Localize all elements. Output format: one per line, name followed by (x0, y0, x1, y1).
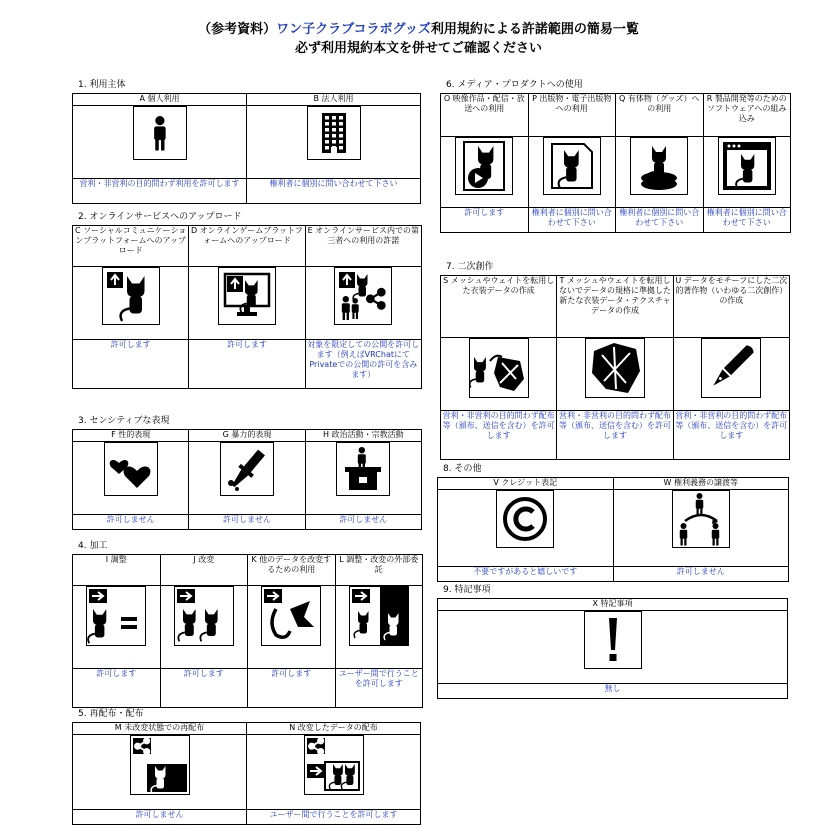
item-label: R 製品開発等のためのソフトウェアへの組み込み (703, 94, 791, 137)
license-table (440, 275, 790, 460)
license-table (440, 93, 791, 233)
page-title (0, 18, 837, 37)
item-icon-cell (438, 611, 788, 684)
header-row (441, 94, 791, 137)
icon-row (73, 735, 421, 810)
item-icon-cell (73, 735, 247, 810)
item-icon-cell (73, 267, 189, 340)
icon-row (73, 586, 423, 669)
item-label: V クレジット表記 (438, 478, 614, 490)
item-label: K 他のデータを改変するための利用 (248, 555, 336, 586)
item-icon-cell (703, 137, 791, 208)
item-permission-note: 営利・非営利の目的問わず配布等（頒布、送信を含む）を許可します (441, 411, 557, 460)
item-icon-cell (557, 338, 673, 411)
item-icon-cell (528, 137, 616, 208)
section-2 (72, 212, 422, 389)
item-label: F 性的表現 (73, 430, 189, 442)
item-permission-note: 営利・非営利の目的問わず配布等（頒布、送信を含む）を許可します (673, 411, 789, 460)
item-permission-note: 許可します (73, 340, 189, 389)
adjust-equals-icon (86, 586, 146, 646)
item-permission-note: 許可しません (189, 515, 305, 530)
item-permission-note: 権利者に個別に問い合わせて下さい (703, 208, 791, 233)
item-icon-cell (73, 106, 247, 179)
hearts-icon (104, 442, 158, 496)
item-permission-note: 許可しません (73, 515, 189, 530)
item-label: W 権利義務の譲渡等 (613, 478, 789, 490)
license-table (72, 429, 422, 530)
header-row (73, 430, 422, 442)
item-label: C ソーシャルコミュニケーションプラットフォームへのアップロード (73, 226, 189, 267)
item-permission-note: 営利・非営利の目的問わず利用を許可します (73, 179, 247, 204)
item-icon-cell (189, 442, 305, 515)
software-window-icon (718, 137, 776, 195)
item-permission-note: 権利者に個別に問い合わせて下さい (616, 208, 704, 233)
item-label: N 改変したデータの配布 (247, 723, 421, 735)
license-table (437, 477, 789, 582)
section-6 (440, 80, 791, 233)
item-permission-note: 営利・非営利の目的問わず配布等（頒布、送信を含む）を許可します (557, 411, 673, 460)
section-9 (437, 585, 788, 699)
exclamation-icon (584, 611, 642, 669)
note-row (441, 411, 790, 460)
note-row (73, 810, 421, 825)
section-title: 5. 再配布・配布 (78, 709, 144, 719)
brand-name[interactable]: ワン子クラブコラボグッズ (276, 22, 431, 37)
section-4 (72, 541, 423, 708)
item-label: O 映像作品・配信・放送への利用 (441, 94, 529, 137)
header-row (73, 94, 421, 106)
section-7 (440, 262, 790, 460)
upload-cat-icon (102, 267, 160, 325)
cloth-from-mesh-icon (469, 338, 529, 398)
icon-row (438, 611, 788, 684)
publication-cat-icon (543, 137, 601, 195)
upload-monitor-cat-icon (218, 267, 276, 325)
section-title: 9. 特記事項 (443, 585, 491, 595)
item-label: E オンラインサービス内での第三者への利用の許諾 (305, 226, 421, 267)
item-permission-note: 許可します (73, 669, 161, 708)
item-icon-cell (73, 586, 161, 669)
license-table (72, 722, 421, 825)
header-row (438, 478, 789, 490)
item-permission-note: 許可しません (73, 810, 247, 825)
icon-row (438, 490, 789, 567)
item-label: X 特記事項 (438, 599, 788, 611)
item-label: S メッシュやウェイトを転用した衣装データの作成 (441, 276, 557, 338)
building-icon (307, 106, 361, 160)
item-icon-cell (160, 586, 248, 669)
license-table (72, 93, 421, 204)
item-icon-cell (438, 490, 614, 567)
share-users-icon (334, 267, 392, 325)
modify-other-data-icon (261, 586, 321, 646)
header-row (73, 723, 421, 735)
note-row (73, 669, 423, 708)
video-play-cat-icon (455, 137, 513, 195)
item-label: L 調整・改変の外部委託 (335, 555, 423, 586)
item-icon-cell (441, 338, 557, 411)
person-icon (133, 106, 187, 160)
item-label: B 法人利用 (247, 94, 421, 106)
transfer-rights-icon (672, 490, 730, 548)
item-permission-note: 不要ですがあると嬉しいです (438, 567, 614, 582)
section-title: 3. センシティブな表現 (78, 416, 170, 426)
item-label: Q 有体物（グッズ）への利用 (616, 94, 704, 137)
item-icon-cell (335, 586, 423, 669)
new-cloth-icon (585, 338, 645, 398)
icon-row (441, 338, 790, 411)
item-icon-cell (616, 137, 704, 208)
item-label: I 調整 (73, 555, 161, 586)
item-label: G 暴力的表現 (189, 430, 305, 442)
icon-row (441, 137, 791, 208)
item-label: H 政治活動・宗教活動 (305, 430, 421, 442)
item-label: A 個人利用 (73, 94, 247, 106)
item-permission-note: 許可しません (613, 567, 789, 582)
item-icon-cell (73, 442, 189, 515)
item-label: J 改変 (160, 555, 248, 586)
pen-nib-icon (701, 338, 761, 398)
title-prefix: （参考資料） (198, 22, 277, 37)
section-1 (72, 80, 421, 204)
item-permission-note: 権利者に個別に問い合わせて下さい (247, 179, 421, 204)
item-permission-note: 許可します (160, 669, 248, 708)
item-permission-note: 対象を限定しての公開を許可します（例えばVRChatにてPrivateでの公開の許可を含みます） (305, 340, 421, 389)
item-icon-cell (673, 338, 789, 411)
item-icon-cell (305, 267, 421, 340)
section-title: 7. 二次創作 (446, 262, 494, 272)
outsource-icon (349, 586, 409, 646)
item-icon-cell (247, 735, 421, 810)
item-permission-note: 許可しません (305, 515, 421, 530)
item-label: U データをモチーフにした二次的著作物（いわゆる二次創作）の作成 (673, 276, 789, 338)
item-icon-cell (305, 442, 421, 515)
title-suffix: 利用規約による許諾範囲の簡易一覧 (430, 22, 639, 37)
header-row (73, 226, 422, 267)
podium-speaker-icon (336, 442, 390, 496)
license-table (72, 225, 422, 389)
item-label: M 未改変状態での再配布 (73, 723, 247, 735)
item-permission-note: 許可します (441, 208, 529, 233)
section-title: 4. 加工 (78, 541, 108, 551)
item-permission-note: 許可します (189, 340, 305, 389)
note-row (73, 179, 421, 204)
section-title: 2. オンラインサービスへのアップロード (78, 212, 242, 222)
note-row (441, 208, 791, 233)
note-row (438, 684, 788, 699)
item-permission-note: ユーザー間で行うことを許可します (247, 810, 421, 825)
section-title: 1. 利用主体 (78, 80, 126, 90)
note-row (438, 567, 789, 582)
item-label: P 出版物・電子出版物への利用 (528, 94, 616, 137)
distribute-modified-icon (304, 735, 364, 795)
section-5 (72, 709, 421, 825)
item-permission-note: ユーザー間で行うことを許可します (335, 669, 423, 708)
knife-icon (220, 442, 274, 496)
section-8 (437, 464, 789, 582)
item-icon-cell (248, 586, 336, 669)
item-label: T メッシュやウェイトを転用しないでデータの規格に準拠した新たな衣装データ・テクスチャデータの作成 (557, 276, 673, 338)
note-row (73, 340, 422, 389)
section-3 (72, 416, 422, 530)
icon-row (73, 106, 421, 179)
goods-figure-icon (630, 137, 688, 195)
item-permission-note: 無し (438, 684, 788, 699)
item-icon-cell (247, 106, 421, 179)
copyright-icon (496, 490, 554, 548)
item-permission-note: 権利者に個別に問い合わせて下さい (528, 208, 616, 233)
header-row (73, 555, 423, 586)
redistribute-icon (130, 735, 190, 795)
item-icon-cell (613, 490, 789, 567)
license-table (437, 598, 788, 699)
page-subtitle: 必ず利用規約本文を併せてご確認ください (294, 41, 542, 56)
item-icon-cell (441, 137, 529, 208)
icon-row (73, 442, 422, 515)
icon-row (73, 267, 422, 340)
item-label: D オンラインゲームプラットフォームへのアップロード (189, 226, 305, 267)
item-icon-cell (189, 267, 305, 340)
license-table (72, 554, 423, 708)
section-title: 8. その他 (443, 464, 482, 474)
note-row (73, 515, 422, 530)
section-title: 6. メディア・プロダクトへの使用 (446, 80, 583, 90)
header-row (438, 599, 788, 611)
modify-cats-icon (174, 586, 234, 646)
item-permission-note: 許可します (248, 669, 336, 708)
header-row (441, 276, 790, 338)
